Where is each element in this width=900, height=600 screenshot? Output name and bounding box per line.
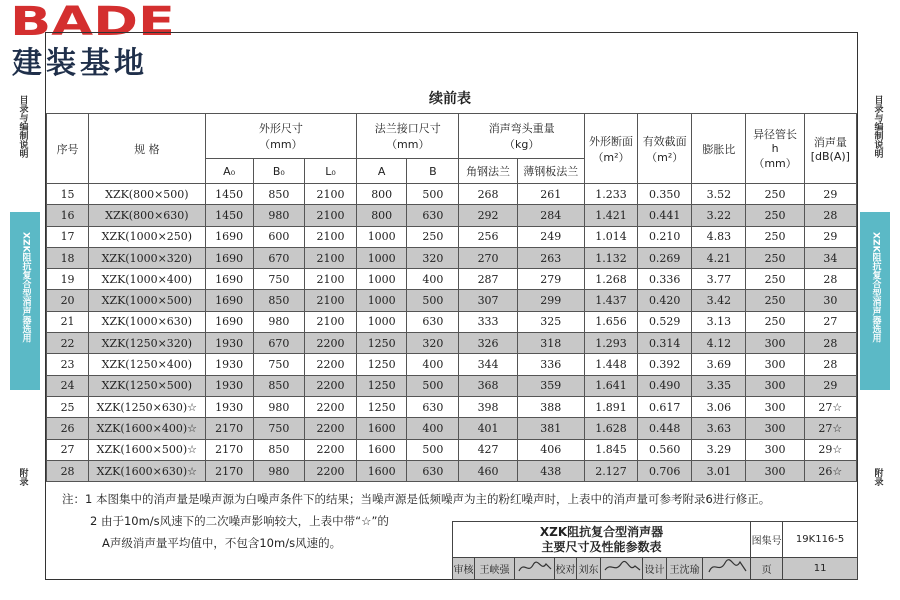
cell-s1: 1.656: [584, 311, 637, 332]
cell-w1: 401: [459, 418, 517, 439]
cell-a: 800: [357, 205, 407, 226]
cell-s2: 0.210: [638, 226, 692, 247]
cell-w1: 333: [459, 311, 517, 332]
cell-b0: 750: [253, 269, 304, 290]
header-effective-area-label: 有效截面: [642, 134, 687, 148]
sidebar-right-selection-label: XZK阻抗复合型消声器选用: [870, 232, 881, 343]
sidebar-right-selection[interactable]: [860, 212, 890, 390]
cell-s1: 1.014: [584, 226, 637, 247]
cell-db: 30: [804, 290, 856, 311]
cell-b0: 670: [253, 333, 304, 354]
cell-a: 1600: [357, 460, 407, 481]
cell-l0: 2200: [304, 460, 356, 481]
cell-w2: 263: [517, 247, 584, 268]
designer-signature-mark: [705, 558, 749, 576]
cell-w1: 368: [459, 375, 517, 396]
cell-s2: 0.529: [638, 311, 692, 332]
cell-w2: 438: [517, 460, 584, 481]
cell-db: 28: [804, 333, 856, 354]
cell-s2: 0.314: [638, 333, 692, 354]
cell-a: 1000: [357, 269, 407, 290]
cell-b: 400: [407, 269, 459, 290]
cell-b: 400: [407, 418, 459, 439]
note-line-2: 2 由于10m/s风速下的二次噪声影响较大，上表中带“☆”的: [90, 514, 389, 528]
cell-w1: 287: [459, 269, 517, 290]
table-row: [47, 184, 857, 205]
header-reducer-h: h: [771, 142, 779, 155]
cell-spec: XZK(1250×400): [89, 354, 205, 375]
cell-w2: 359: [517, 375, 584, 396]
cell-b: 400: [407, 354, 459, 375]
sidebar-left-selection-label: XZK阻抗复合型消声器选用: [20, 232, 31, 343]
header-attenuation: [804, 114, 856, 184]
header-outer-area-unit: （m²）: [592, 150, 630, 164]
note-line-1: 注：1 本图集中的消声量是噪声源为白噪声条件下的结果；当噪声源是低频噪声为主的粉红噪声时，上表中的消声量可参考附录6进行修正。: [62, 492, 771, 506]
cell-w2: 299: [517, 290, 584, 311]
cell-w1: 268: [459, 184, 517, 205]
cell-a: 1600: [357, 439, 407, 460]
cell-no: 19: [47, 269, 89, 290]
cell-b0: 750: [253, 354, 304, 375]
cell-a0: 1930: [205, 375, 253, 396]
cell-b: 630: [407, 460, 459, 481]
brand-logo-text: BADE: [10, 2, 175, 40]
cell-spec: XZK(1250×630)☆: [89, 396, 205, 417]
cell-spec: XZK(1250×500): [89, 375, 205, 396]
parameter-table: [46, 113, 857, 482]
cell-b0: 850: [253, 439, 304, 460]
cell-ratio: 3.29: [692, 439, 746, 460]
reviewer-signature-mark: [516, 558, 554, 576]
cell-w2: 325: [517, 311, 584, 332]
cell-s2: 0.441: [638, 205, 692, 226]
cell-spec: XZK(800×500): [89, 184, 205, 205]
cell-l0: 2100: [304, 184, 356, 205]
table-row: [47, 375, 857, 396]
cell-h: 250: [746, 247, 804, 268]
cell-s1: 1.268: [584, 269, 637, 290]
cell-s2: 0.617: [638, 396, 692, 417]
sidebar-left-intro-label: 目录与编制说明: [17, 95, 28, 158]
cell-ratio: 4.21: [692, 247, 746, 268]
cell-no: 18: [47, 247, 89, 268]
cell-w2: 279: [517, 269, 584, 290]
table-row: [47, 418, 857, 439]
cell-w2: 284: [517, 205, 584, 226]
cell-a0: 1450: [205, 184, 253, 205]
cell-l0: 2200: [304, 333, 356, 354]
cell-s1: 1.233: [584, 184, 637, 205]
header-elbow-weight-unit: （kg）: [504, 138, 540, 151]
header-angle-steel: 角钢法兰: [459, 159, 517, 184]
table-row: [47, 311, 857, 332]
cell-h: 300: [746, 460, 804, 481]
design-label: 设计: [643, 558, 667, 580]
cell-l0: 2200: [304, 375, 356, 396]
cell-db: 28: [804, 269, 856, 290]
cell-b: 630: [407, 396, 459, 417]
cell-a0: 1450: [205, 205, 253, 226]
cell-s1: 1.891: [584, 396, 637, 417]
header-seq: 序号: [47, 114, 89, 184]
title-block-title: [453, 522, 751, 558]
review-label: 审核: [453, 558, 475, 580]
cell-spec: XZK(1000×400): [89, 269, 205, 290]
cell-a0: 1690: [205, 247, 253, 268]
cell-db: 27☆: [804, 418, 856, 439]
cell-a: 1000: [357, 226, 407, 247]
cell-l0: 2200: [304, 439, 356, 460]
cell-db: 29: [804, 184, 856, 205]
cell-a: 1000: [357, 290, 407, 311]
cell-s1: 1.421: [584, 205, 637, 226]
cell-h: 300: [746, 418, 804, 439]
cell-b: 500: [407, 439, 459, 460]
cell-b0: 850: [253, 290, 304, 311]
table-row: [47, 205, 857, 226]
table-row: [47, 290, 857, 311]
cell-no: 16: [47, 205, 89, 226]
header-a: A: [357, 159, 407, 184]
cell-db: 29☆: [804, 439, 856, 460]
cell-spec: XZK(1600×400)☆: [89, 418, 205, 439]
cell-db: 29: [804, 226, 856, 247]
cell-spec: XZK(1000×250): [89, 226, 205, 247]
cell-b0: 750: [253, 418, 304, 439]
cell-spec: XZK(800×630): [89, 205, 205, 226]
cell-no: 17: [47, 226, 89, 247]
cell-no: 24: [47, 375, 89, 396]
designer-name: 王沈瑜: [667, 558, 703, 580]
cell-spec: XZK(1600×630)☆: [89, 460, 205, 481]
cell-w1: 326: [459, 333, 517, 354]
cell-no: 22: [47, 333, 89, 354]
cell-spec: XZK(1000×500): [89, 290, 205, 311]
sidebar-right-intro-label: 目录与编制说明: [872, 95, 883, 158]
cell-spec: XZK(1250×320): [89, 333, 205, 354]
cell-l0: 2100: [304, 269, 356, 290]
header-reducer-unit: （mm）: [753, 157, 797, 170]
cell-s2: 0.269: [638, 247, 692, 268]
cell-a: 1000: [357, 311, 407, 332]
cell-h: 250: [746, 269, 804, 290]
cell-ratio: 3.69: [692, 354, 746, 375]
cell-l0: 2100: [304, 311, 356, 332]
cell-l0: 2100: [304, 226, 356, 247]
cell-spec: XZK(1600×500)☆: [89, 439, 205, 460]
header-elbow-weight: [459, 114, 584, 159]
sidebar-left-intro[interactable]: [5, 95, 39, 205]
cell-a0: 1690: [205, 290, 253, 311]
table-row: [47, 269, 857, 290]
cell-ratio: 3.13: [692, 311, 746, 332]
cell-h: 300: [746, 439, 804, 460]
cell-a: 1250: [357, 375, 407, 396]
brand-subtitle: 建装基地: [12, 46, 148, 81]
cell-ratio: 3.77: [692, 269, 746, 290]
header-outer-size: [205, 114, 357, 159]
title-block: [452, 521, 858, 580]
cell-a0: 1930: [205, 396, 253, 417]
cell-h: 250: [746, 184, 804, 205]
cell-w1: 292: [459, 205, 517, 226]
cell-w2: 388: [517, 396, 584, 417]
cell-b: 500: [407, 375, 459, 396]
cell-db: 28: [804, 354, 856, 375]
table-row: [47, 333, 857, 354]
cell-w1: 427: [459, 439, 517, 460]
atlas-number: 19K116-5: [783, 522, 858, 558]
cell-b0: 980: [253, 311, 304, 332]
cell-h: 250: [746, 290, 804, 311]
sidebar-right-intro[interactable]: [860, 95, 894, 205]
cell-ratio: 3.06: [692, 396, 746, 417]
header-l0: L₀: [304, 159, 356, 184]
cell-h: 300: [746, 375, 804, 396]
header-reducer-label: 异径管长: [753, 128, 798, 141]
header-outer-size-label: 外形尺寸: [258, 122, 303, 135]
cell-a: 800: [357, 184, 407, 205]
cell-b: 630: [407, 205, 459, 226]
cell-db: 27: [804, 311, 856, 332]
cell-w1: 398: [459, 396, 517, 417]
cell-s2: 0.706: [638, 460, 692, 481]
cell-w1: 307: [459, 290, 517, 311]
cell-a: 1250: [357, 396, 407, 417]
cell-w2: 336: [517, 354, 584, 375]
sidebar-right-appendix-label: 附录: [872, 468, 883, 486]
cell-a0: 2170: [205, 460, 253, 481]
cell-l0: 2100: [304, 205, 356, 226]
cell-a0: 1690: [205, 269, 253, 290]
header-flange-unit: （mm）: [386, 138, 430, 151]
cell-b: 500: [407, 184, 459, 205]
cell-b: 320: [407, 247, 459, 268]
sidebar-right-appendix[interactable]: [860, 468, 894, 508]
cell-b0: 980: [253, 205, 304, 226]
cell-l0: 2100: [304, 290, 356, 311]
cell-no: 21: [47, 311, 89, 332]
cell-no: 25: [47, 396, 89, 417]
atlas-label: 图集号: [751, 522, 783, 558]
sidebar-left-appendix-label: 附录: [17, 468, 28, 486]
reviewer-name: 王峡强: [475, 558, 515, 580]
cell-s2: 0.420: [638, 290, 692, 311]
cell-b0: 600: [253, 226, 304, 247]
cell-w2: 318: [517, 333, 584, 354]
cell-no: 28: [47, 460, 89, 481]
cell-ratio: 3.52: [692, 184, 746, 205]
sidebar-left-selection[interactable]: [10, 212, 40, 390]
cell-l0: 2200: [304, 396, 356, 417]
cell-w2: 249: [517, 226, 584, 247]
cell-a0: 1690: [205, 311, 253, 332]
cell-h: 250: [746, 226, 804, 247]
header-spec: 规 格: [89, 114, 205, 184]
cell-h: 250: [746, 311, 804, 332]
cell-ratio: 3.63: [692, 418, 746, 439]
cell-w2: 406: [517, 439, 584, 460]
cell-a: 1250: [357, 354, 407, 375]
cell-a0: 1930: [205, 333, 253, 354]
table-row: [47, 439, 857, 460]
cell-w1: 460: [459, 460, 517, 481]
cell-b0: 850: [253, 184, 304, 205]
header-flange: [357, 114, 459, 159]
cell-s2: 0.560: [638, 439, 692, 460]
cell-h: 300: [746, 333, 804, 354]
header-b0: B₀: [253, 159, 304, 184]
cell-b: 630: [407, 311, 459, 332]
cell-spec: XZK(1000×630): [89, 311, 205, 332]
checker-signature-mark: [602, 558, 642, 576]
cell-b0: 850: [253, 375, 304, 396]
cell-s2: 0.490: [638, 375, 692, 396]
cell-ratio: 3.35: [692, 375, 746, 396]
header-b: B: [407, 159, 459, 184]
cell-w2: 261: [517, 184, 584, 205]
cell-ratio: 3.22: [692, 205, 746, 226]
cell-ratio: 3.01: [692, 460, 746, 481]
cell-db: 34: [804, 247, 856, 268]
sidebar-left-appendix[interactable]: [5, 468, 39, 508]
header-attenuation-label: 消声量: [813, 136, 847, 149]
cell-w1: 256: [459, 226, 517, 247]
cell-b: 250: [407, 226, 459, 247]
reviewer-signature: [515, 558, 555, 580]
cell-ratio: 4.83: [692, 226, 746, 247]
header-outer-size-unit: （mm）: [259, 138, 303, 151]
cell-l0: 2100: [304, 247, 356, 268]
table-row: [47, 226, 857, 247]
cell-no: 15: [47, 184, 89, 205]
table-row: [47, 460, 857, 481]
cell-a: 1000: [357, 247, 407, 268]
cell-a0: 1930: [205, 354, 253, 375]
cell-no: 26: [47, 418, 89, 439]
cell-h: 300: [746, 396, 804, 417]
table-row: [47, 354, 857, 375]
cell-s2: 0.350: [638, 184, 692, 205]
header-elbow-weight-label: 消声弯头重量: [488, 122, 555, 135]
cell-b: 320: [407, 333, 459, 354]
cell-db: 27☆: [804, 396, 856, 417]
cell-s2: 0.448: [638, 418, 692, 439]
cell-a0: 2170: [205, 439, 253, 460]
cell-db: 29: [804, 375, 856, 396]
cell-s1: 1.845: [584, 439, 637, 460]
page-label: 页: [751, 558, 783, 580]
header-expansion: 膨胀比: [692, 114, 746, 184]
checker-signature: [601, 558, 643, 580]
check-label: 校对: [555, 558, 577, 580]
cell-s2: 0.392: [638, 354, 692, 375]
table-title: 续前表: [429, 91, 471, 107]
header-outer-area: [584, 114, 637, 184]
page-number: 11: [783, 558, 858, 580]
cell-h: 250: [746, 205, 804, 226]
cell-b0: 980: [253, 460, 304, 481]
cell-s1: 1.448: [584, 354, 637, 375]
cell-s1: 1.437: [584, 290, 637, 311]
header-thin-steel: 薄钢板法兰: [517, 159, 584, 184]
header-attenuation-unit: [dB(A)]: [810, 150, 850, 163]
cell-a: 1600: [357, 418, 407, 439]
cell-a0: 2170: [205, 418, 253, 439]
cell-s1: 1.132: [584, 247, 637, 268]
header-effective-area: [638, 114, 692, 184]
cell-w1: 344: [459, 354, 517, 375]
cell-b0: 980: [253, 396, 304, 417]
cell-w2: 381: [517, 418, 584, 439]
cell-w1: 270: [459, 247, 517, 268]
title-block-title-line-1: XZK阻抗复合型消声器: [539, 524, 664, 539]
cell-a0: 1690: [205, 226, 253, 247]
checker-name: 刘东: [577, 558, 601, 580]
cell-ratio: 4.12: [692, 333, 746, 354]
cell-s2: 0.336: [638, 269, 692, 290]
cell-spec: XZK(1000×320): [89, 247, 205, 268]
cell-no: 27: [47, 439, 89, 460]
cell-db: 26☆: [804, 460, 856, 481]
table-body: [47, 184, 857, 482]
cell-ratio: 3.42: [692, 290, 746, 311]
cell-no: 23: [47, 354, 89, 375]
header-effective-area-unit: （m²）: [646, 150, 684, 164]
table-row: [47, 247, 857, 268]
cell-db: 28: [804, 205, 856, 226]
cell-s1: 1.293: [584, 333, 637, 354]
cell-s1: 1.641: [584, 375, 637, 396]
header-flange-label: 法兰接口尺寸: [374, 122, 441, 135]
cell-l0: 2200: [304, 354, 356, 375]
cell-s1: 2.127: [584, 460, 637, 481]
header-reducer: [746, 114, 804, 184]
header-outer-area-label: 外形断面: [589, 134, 633, 148]
cell-b: 500: [407, 290, 459, 311]
cell-l0: 2200: [304, 418, 356, 439]
header-a0: A₀: [205, 159, 253, 184]
cell-b0: 670: [253, 247, 304, 268]
title-block-title-line-2: 主要尺寸及性能参数表: [541, 539, 662, 554]
cell-h: 300: [746, 354, 804, 375]
designer-signature: [703, 558, 751, 580]
cell-a: 1250: [357, 333, 407, 354]
table-row: [47, 396, 857, 417]
cell-s1: 1.628: [584, 418, 637, 439]
note-line-3: A声级消声量平均值中，不包含10m/s风速的。: [102, 536, 342, 550]
cell-no: 20: [47, 290, 89, 311]
